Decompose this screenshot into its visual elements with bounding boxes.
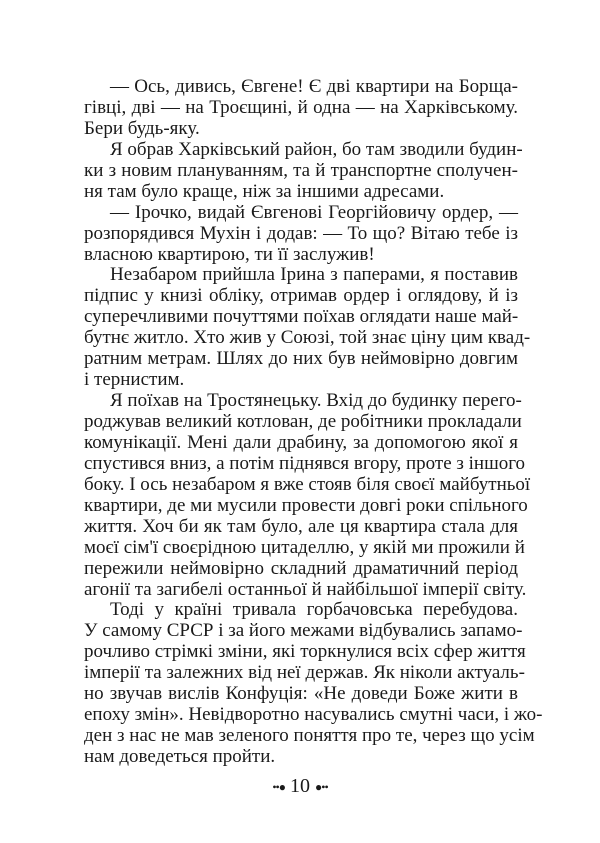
text-line: розпорядився Мухін і додав: — То що? Вітаю тебе із [84,222,518,244]
paragraph [84,138,523,203]
text-line: рочливо стрімкі зміни, які торкнулися всіх сфер життя [84,641,526,663]
text-line: нам доведеться пройти. [84,746,276,767]
text-line: ратним метрам. Шлях до них був неймовірно довгим [84,348,518,370]
text-line: квартири, де ми мусили провести довгі роки спільного [84,494,528,516]
text-line: підпис у книзі обліку, отримав ордер і оглядову, й із [84,285,518,307]
text-line: і тернистим. [84,369,185,391]
text-line: пережили неймовірно складний драматичний період [84,557,518,579]
text-line: — Ірочко, видай Євгенові Георгійовичу ордер, — [110,201,518,223]
paragraph [84,203,518,266]
text-line: роджував великий котлован, де робітники прокладали [84,411,522,432]
page-number: 10 [290,775,310,797]
text-line: ки з новим плануванням, та й транспортне сполучен- [84,159,518,181]
paragraph [84,264,531,391]
text-line: Я обрав Харківський район, бо там зводили будин- [110,138,523,160]
text-line: Я поїхав на Тростянецьку. Вхід до будинку перего- [110,390,522,412]
text-line: бутнє житло. Хто жив у Союзі, той знає ціну цим квад- [84,327,531,349]
text-line: власною квартирою, ти її заслужив! [84,243,375,265]
text-line: імперії та залежних від неї держав. Як ніколи актуаль- [84,662,525,684]
paragraph [84,390,531,600]
text-line: епоху змін». Невідворотно насувались смутні часи, і жо- [84,704,543,726]
text-line: моєї сім'ї своєрідною цитаделлю, у якій ми прожили й [84,536,525,558]
text-line: У самому СРСР і за його межами відбувались запамо- [84,620,523,642]
text-line: гівці, дві — на Троєщині, й одна — на Харківському. [84,96,518,118]
paragraph [84,599,543,768]
text-line: — Ось, дивись, Євгене! Є дві квартири на Борща- [110,76,518,97]
paragraph [84,77,518,140]
page-footer [0,775,600,798]
text-line: життя. Хоч би як там було, але ця квартира стала для [84,515,518,537]
text-line: Бери будь-яку. [84,117,200,139]
text-line: спустився вниз, а потім піднявся вгору, проте з іншого [84,452,526,474]
text-line: комунікації. Мені дали драбину, за допомогою якої я [84,431,518,453]
text-line: Тоді у країні тривала горбачовська перебудова. [110,599,518,621]
text-line: Незабаром прийшла Ірина з паперами, я поставив [110,264,518,286]
text-line: ден з нас не мав зеленого поняття про те, через що усім [84,725,535,747]
ornament-left: ••● [272,779,285,794]
text-line: суперечливими почуттями поїхав оглядати наше май- [84,306,519,328]
text-line: боку. І ось незабаром я вже стояв біля своєї майбутньої [84,473,531,495]
text-line: но звучав вислів Конфуція: «Не доведи Боже жити в [84,683,518,705]
text-line: ня там було краще, ніж за іншими адресами. [84,180,445,202]
ornament-right: ●•• [315,779,328,794]
page-body [84,76,543,768]
text-line: агонії та загибелі останньої й найбільшої імперії світу. [84,578,527,600]
